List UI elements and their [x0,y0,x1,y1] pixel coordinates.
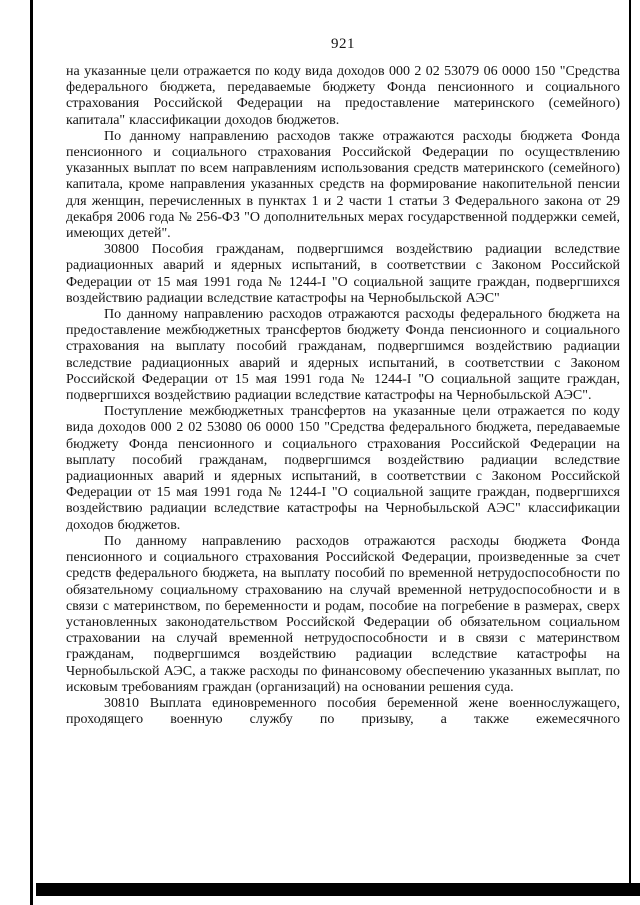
paragraph-30800-fund-expenses: По данному направлению расходов отражаются расходы бюджета Фонда пенсионного и социального страхования Российской Федерации, произведенные за счет средств федерального бюджета, на выплату пособий по временной нетрудоспособности по обязательному социальному страхованию на случай временной нетрудоспособности и в связи с материнством, по беременности и родам, пособие на погребение в размерах, сверх установленных законодательством Российской Федерации об обязательном социальном страховании на случай временной нетрудоспособности и в связи с материнством гражданам, подвергшимся воздействию радиации вследствие катастрофы на Чернобыльской АЭС, а также расходы по финансовому обеспечению указанных выплат, по исковым требованиям граждан (организаций) на основании решения суда. [66,533,620,695]
paragraph-30800-federal-budget: По данному направлению расходов отражаются расходы федерального бюджета на предоставление межбюджетных трансфертов бюджету Фонда пенсионного и социального страхования на выплату пособий гражданам, подвергшимся воздействию радиации вследствие радиационных аварий и ядерных испытаний, в соответствии с Законом Российской Федерации от 15 мая 1991 года № 1244-I "О социальной защите граждан, подвергшихся воздействию радиации вследствие катастрофы на Чернобыльской АЭС". [66,307,620,404]
page-number: 921 [331,36,355,52]
paragraph-continuation: на указанные цели отражается по коду вида доходов 000 2 02 53079 06 0000 150 "Средства федерального бюджета, передаваемые бюджету Фонда пенсионного и социального страхования Российской Федерации на предоставление материнского (семейного) капитала" классификации доходов бюджетов. [66,64,620,128]
scan-artifact-left-border [30,0,33,905]
paragraph-maternal-capital-directions: По данному направлению расходов также отражаются расходы бюджета Фонда пенсионного и социального страхования Российской Федерации по осуществлению указанных выплат по всем направлениям использования средств материнского (семейного) капитала, кроме направления указанных средств на формирование накопительной пенсии для женщин, перечисленных в пунктах 1 и 2 части 1 статьи 3 Федерального закона от 29 декабря 2006 года № 256-ФЗ "О дополнительных мерах государственной поддержки семей, имеющих детей". [66,128,620,242]
paragraph-30810-heading: 30810 Выплата единовременного пособия беременной жене военнослужащего, проходящего военную службу по призыву, а также ежемесячного [66,695,620,728]
scan-artifact-bottom-bar [36,883,640,896]
document-body [66,64,620,728]
paragraph-30800-income-code: Поступление межбюджетных трансфертов на указанные цели отражается по коду вида доходов 000 2 02 53080 06 0000 150 "Средства федерального бюджета, передаваемые бюджету Фонда пенсионного и социального страхования Российской Федерации на выплату пособий гражданам, подвергшимся воздействию радиации вследствие радиационных аварий и ядерных испытаний, в соответствии с Законом Российской Федерации от 15 мая 1991 года № 1244-I "О социальной защите граждан, подвергшихся воздействию радиации вследствие катастрофы на Чернобыльской АЭС" классификации доходов бюджетов. [66,404,620,533]
paragraph-30800-heading: 30800 Пособия гражданам, подвергшимся воздействию радиации вследствие радиационных аварий и ядерных испытаний, в соответствии с Законом Российской Федерации от 15 мая 1991 года № 1244-I "О социальной защите граждан, подвергшихся воздействию радиации вследствие катастрофы на Чернобыльской АЭС" [66,242,620,306]
scan-artifact-right-border [629,0,631,896]
